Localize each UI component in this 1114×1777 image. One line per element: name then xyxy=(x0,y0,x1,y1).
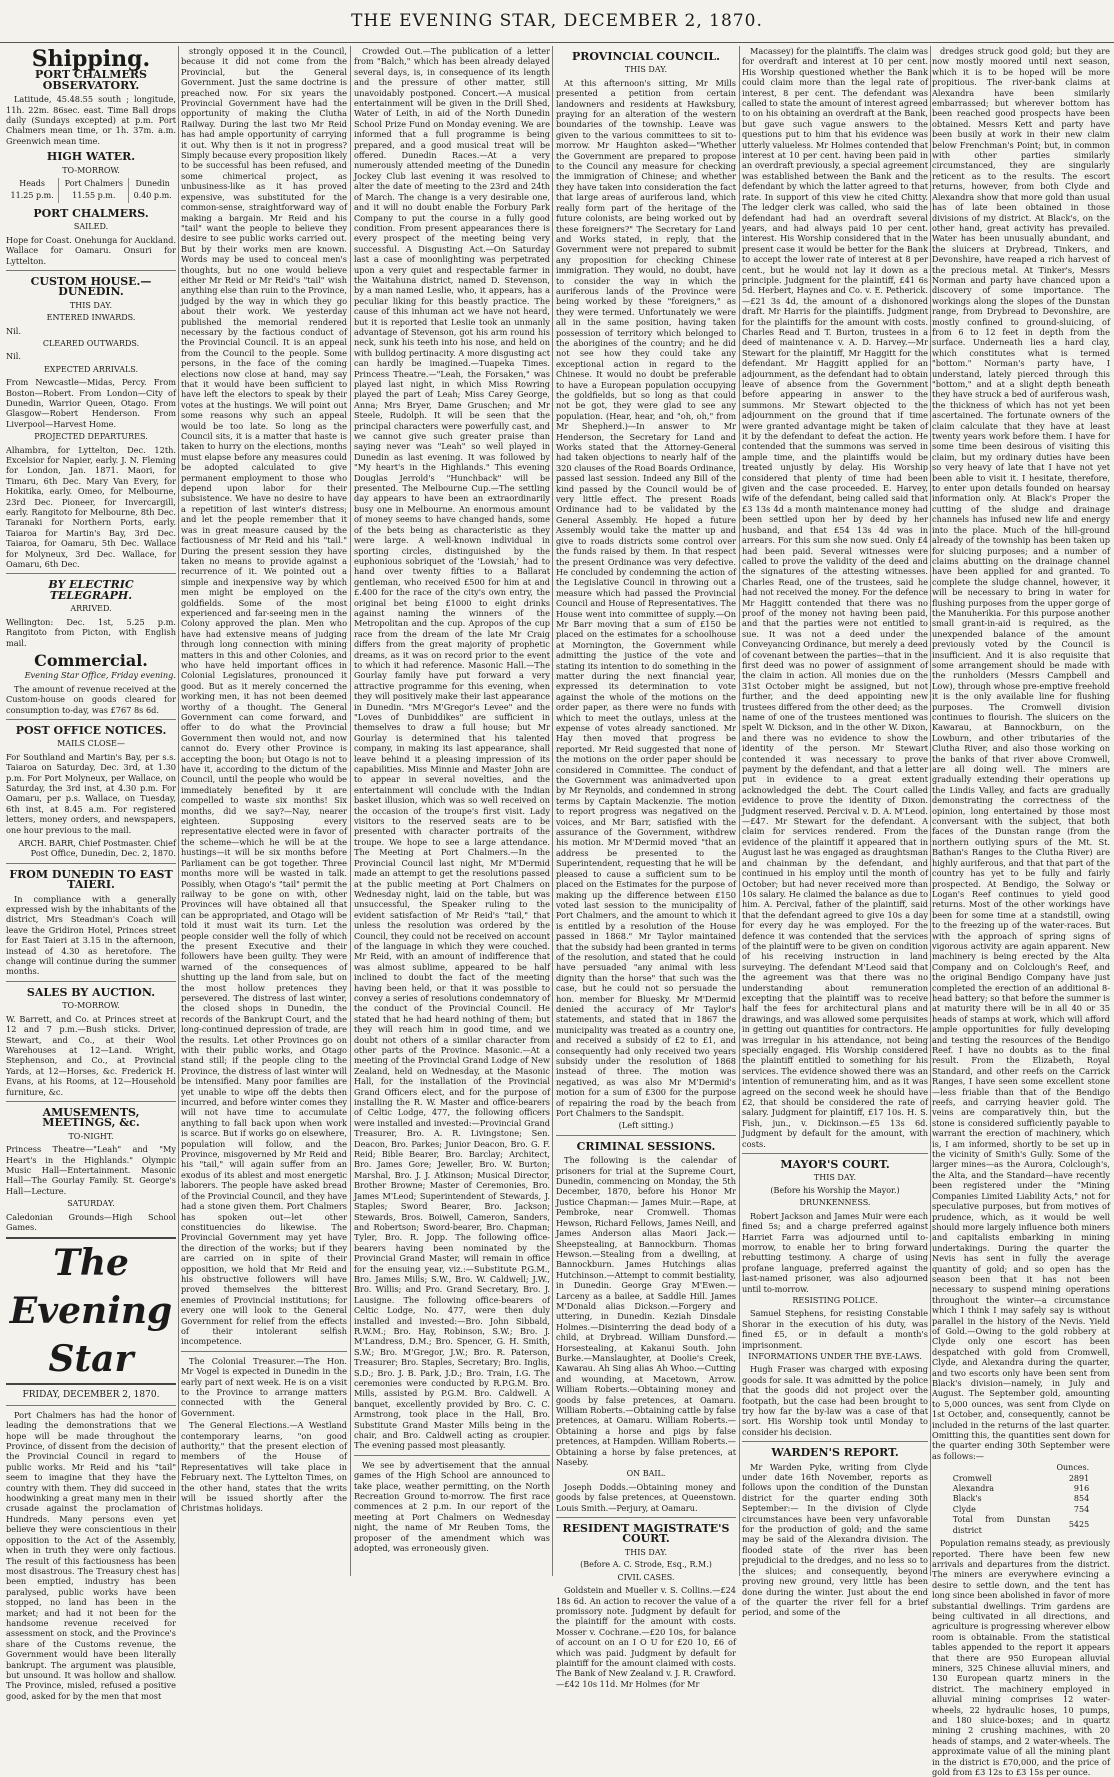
entered-nil: Nil. xyxy=(6,325,22,336)
column-3 xyxy=(354,46,550,1576)
tonight-label: TO-NIGHT. xyxy=(68,1131,114,1141)
tide-label: Port Chalmers xyxy=(59,178,129,190)
sailed-label: SAILED. xyxy=(73,222,109,232)
mayor-court-day: THIS DAY. xyxy=(813,1173,857,1183)
evening-star-title: The Evening Star xyxy=(6,1237,176,1385)
table-row xyxy=(950,1474,1092,1484)
taieri-text: In compliance with a generally expressed wish by the inhabitants of the district, Mrs Steadman's Coach will leave the Gridiron Hotel, Princes street for East Taieri at 3.15 in the afternoon, instead of 4.30 as heretofore. The change will continue during the summer months. xyxy=(6,893,176,977)
drunkenness-text: Robert Jackson and James Muir were each fined 5s; and a charge preferred against Harriet Farra was adjourned until to-morrow, to enable her to bring forward rebutting testimony. A charge of using profane language, preferred against the last-named prisoner, was also adjourned until to-morrow. xyxy=(742,1210,928,1294)
bail-text: Joseph Dodds.—Obtaining money and goods by false pretences, at Queenstown. Louis Smith.—Perjury, at Oamaru. xyxy=(556,1481,736,1513)
expected-text: From Newcastle—Midas, Percy. From Boston—Robert. From London—City of Dunedin, Warrior Queen, Otago. From Glasgow—Robert Henderson. From Liverpool—Harvest Home. xyxy=(6,377,176,429)
resisting-label: RESISTING POLICE. xyxy=(792,1295,878,1305)
projected-text: Alhambra, for Lyttelton, Dec. 12th. Excelsior for Napier, early. J. N. Fleming for London, Jan. 1871. Maori, for Timaru, 6th Dec. Mary Van Every, for Hokitika, early. Omeo, for Melbourne, 23rd Dec. Pioneer, for Invercargill, early. Rangitoto for Melbourne, 8th Dec. Taranaki for Northern Ports, early. Taiaroa for Martin's Bay, 3rd Dec. Taiaroa, for Oamaru, 5th Dec. Wallace for Molyneux, 3rd Dec. Wallace, for Oamaru, 6th Dec. xyxy=(6,444,176,570)
warden-continued: dredges struck good gold; but they are now mostly moored until next season, which it is to be hoped will be more propitious. The river-bank claims at Alexandra have been similarly embarrassed; but wherever bottom has been reached good prospects have been obtained. Messrs Kett and party have been busily at work in their new claim below Frenchman's Point; but, in common with other parties similarly circumstanced, they are singularly reticent as to the results. The escort returns, however, from both Clyde and Alexandra show that more gold than usual has of late been obtained in those divisions of my district. At Black's, on the other hand, great activity has prevailed. Water has been unusually abundant, and the sluicers at Drybread, Tinkers, and Devonshire, have reaped a rich harvest of the precious metal. At Tinker's, Messrs Norman and party have chanced upon a discovery of some importance. The workings along the slopes of the Dunstan range, from Drybread to Devonshire, are mostly confined to ground-sluicing, of from 6 to 12 feet in depth from the surface. Underneath lies a hard clay, which constitutes what is termed "bottom." Norman's party have, I understand, lately pierced through this "bottom," and at a slight depth beneath they have struck a bed of auriferous wash, the thickness of which has not yet been ascertained. The fortunate owners of the claim calculate that they have at least twenty years work before them. I have for some time been desirous of visiting this claim, but my ordinary duties have been so very heavy of late that I have not yet been able to visit it. I hesitate, therefore, to enter upon details founded on hearsay information only. At Black's Proper the cutting of the sludge and drainage channels has infused new life and energy into the place. Much of the hill-ground already of the township has been taken up for sluicing purposes; and a number of claims abutting on the drainage channel have been applied for and granted. To complete the sludge channel, however, it will be necessary to bring in water for flushing purposes from the upper gorge of the Manuherikia. For this purpose another small grant-in-aid is required, as the unexpended balance of the amount previously voted by the Council is insufficient. And it is also requisite that some arrangement should be made with the runholders (Messrs Campbell and Low), through whose pre-emptive freehold it is the only available line for flushing purposes. The Cromwell division continues to flourish. The sluicers on the Kawarau, at Bannockburn, on the Lowburn, and other tributaries of the Clutha River, and also those working on the banks of that river above Cromwell, are all doing well. The miners are gradually extending their operations up the Lindis Valley, and facts are gradually demonstrating the correctness of the opinion, long entertained by those most conversant with the subject, that both faces of the Dunstan range (from the northern outlying spurs of the Mt. St. Bathan's Ranges to the Clutha River) are highly auriferous, and that that part of the country has yet to be fully and fairly prospected. At Bendigo, the Solway or Logan's Reef continues to yield good returns. Most of the other workings have been for some time at a standstill, owing to the freezing up of the water-races. But with the approach of spring signs of vigorous activity are again apparent. New machinery is being erected by the Alta Company and on Colclough's Reef, and the original Bendigo Company have just completed the erection of an additional 8-head battery; so that before the summer is at maturity there will be in all 40 or 35 heads of stamps at work, which will afford ample opportunities for fully developing and testing the resources of the Bendigo Reef. I have no doubts as to the final result. From the Elizabeth, Royal Standard, and other reefs on the Carrick Ranges, I have seen some excellent stone—less friable than that of the Bendigo reefs, and carrying heavier gold. The veins are comparatively thin, but the stone is considered sufficiently payable to warrant the erection of machinery, which is, I am informed, shortly to be set up in the vicinity of Smith's Gully. Some of the larger mines—as the Aurora, Colclough's, the Alta, and the Standard—have recently been registered under the "Mining Companies Limited Liability Acts," not for speculative purposes, but from motives of prudence, which, as it would be well should more largely influence both miners and capitalists embarking in mining undertakings. During the quarter the Nevis has sent in fully the average quantity of gold; and so open has the season been that it has not been necessary to suspend mining operations throughout the winter—a circumstance which I think I may safely say is without parallel in the history of the Nevis. Yield of Gold.—Owing to the gold robbery at Clyde only one escort has been despatched with gold from Cromwell, Clyde, and Alexandra during the quarter, and two escorts only have been sent from Black's division—namely, in July and August. The September gold, amounting to 5,000 ounces, was sent from Clyde on 1st October, and, consequently, cannot be included in the returns of the last quarter. Omitting this, the quantities sent down for the quarter ending 30th September were as follows:— xyxy=(932,46,1110,1461)
gold-ounces: 854 xyxy=(1073,1494,1090,1504)
criminal-heading: CRIMINAL SESSIONS. xyxy=(576,1139,716,1153)
leader-continued: strongly opposed it in the Council, because it did not come from the Provincial, but the General Government. Just the same doctrine is preached now. For six years the Provincial Government have had the opportunity of making the Clutha Railway. During the last two Mr Reid has had ample opportunity of carrying it out. Why then is it not in progress? Simply because every proposition likely to be successful has been refused, and some chimerical project, as unbusiness-like as it has proved expensive, was substituted for the common-sense, straightforward way of making a bargain. Mr Reid and his "tail" want the people to believe they desire to see public works carried out. But by their works men are known. Words may be used to conceal men's thoughts, but no one would believe either Mr Reid or Mr Reid's "tail" wish anything else than ruin to the Province, judged by the way in which they go about their work. We yesterday published the memorial rendered necessary by the factious conduct of the Provincial Council. It is an appeal from the Council to the people. Some persons, in the face of the coming elections now close at hand, may say that it would have been sufficient to have left the electors to speak by their votes at the hustings. We will point out some reasons why such an appeal would be too late. So long as the Council sits, it is a matter that haste is taken to hurry on the elections, months must elapse before any measures could be adopted calculated to give permanent employment to those who depend upon labor for their subsistence. We have no desire to have a repetition of last winter's distress; and let the people remember that it was in great measure caused by the factiousness of Mr Reid and his "tail." During the present session they have taken no means to provide against a recurrence of it. We pointed out a simple and inexpensive way by which men might be employed on the goldfields. Some of the most experienced and far-seeing men in the Colony approved the plan. Men who have had extensive means of judging through long connection with mining matters in this and other Colonies, and who have held important offices in Colonial Legislatures, pronounced it good. But as it merely concerned the working men, it has not been deemed worthy of a thought. The General Government can come forward, and offer to do what the Provincial Government then would not, and now cannot do. Every other Province is accepting the boon; but Otago is not to have it, according to the dictum of the Council, until the people who would be immediately benefited by it are compelled to waste six months! Six months, did we say?—Nay, nearer eighteen. Supposing every representative elected were in favor of the scheme—which he will be at the hustings—it will be six months before Parliament can be got together. Three months more will be wasted in talk. Possibly, when Otago's "tail" permit the railway to be gone on with, other Provinces will have obtained all that can be appropriated, and Otago will be told it must wait its turn. Let the people consider well the folly of which the present Executive and their followers have been guilty. They were warned of the consequences of shutting up the land from sale, but on the most hollow pretences they persevered. The distress of last winter, the closed shops in Dunedin, the records of the Bankrupt Court, and the long-continued depression of trade, are the results. Let other Provinces go on with their public works, and Otago stand still; if the people cling to the Province, the distress of last winter will be intensified. Many poor families are yet unable to wipe off the debts then incurred, and before winter comes they will not have time to accumulate anything to fall back upon when work is scarce. But if works go on elsewhere, population will follow, and the Province, misgoverned by Mr Reid and his "tail," will again suffer from an exodus of its ablest and most energetic laborers. The people have asked bread of the Provincial Council, and they have had a stone given them. Port Chalmers has spoken out—let other constituencies do likewise. The Provincial Government may yet have the direction of the works; but if they are carried on in spite of their opposition, we hold that Mr Reid and his obstructive followers will have proved themselves the bitterest enemies of Provincial institutions; for every one will look to the General Government for relief from the effects of their intolerant selfish incompetence. xyxy=(181,46,347,1347)
elections-item: The General Elections.—A Westland contemporary learns, "on good authority," that the present election of members of the House of Representatives will take place in February next. The Lyttelton Times, on the other hand, states that the writs will be issued shortly after the Christmas holidays. xyxy=(181,1420,347,1514)
post-heading: POST OFFICE NOTICES. xyxy=(15,723,167,737)
taieri-heading: FROM DUNEDIN TO EAST TAIERI. xyxy=(9,867,173,892)
sales-tomorrow: TO-MORROW. xyxy=(62,1001,120,1011)
sales-heading: SALES BY AUCTION. xyxy=(26,985,156,999)
rm-court-before: (Before A. C. Strode, Esq., R.M.) xyxy=(580,1560,712,1570)
bylaws-text: Hugh Fraser was charged with exposing goods for sale. It was admitted by the police that the goods did not project over the footpath, but the case had been brought to try how far the by-law was a case of that sort. His Worship took until Monday to consider his decision. xyxy=(742,1364,928,1437)
arrived-text: Wellington: Dec. 1st, 5.25 p.m. Rangitoto from Picton, with English mail. xyxy=(6,616,176,648)
tide-label: Heads xyxy=(19,179,45,189)
council-text: At this afternoon's sitting, Mr Mills presented a petition from certain landowners and residents at Hawksbury, praying for an alteration of the western boundaries of the township. Leave was given to the various committees to sit to-morrow. Mr Haughton asked—"Whether the Government are prepared to propose to the Council any measure for checking the immigration of Chinese; and whether they have taken into consideration the fact that large areas of auriferous land, which really form part of the heritage of the future colonists, are being worked out by these foreigners?" The Secretary for Land and Works stated, in reply, that the Government were not prepared to submit any proposition for checking Chinese immigration. They would, no doubt, have to consider the way in which the auriferous lands of the Province were being worked by these "foreigners," as they were termed. Unfortunately we were all in the same position, having taken possession of territory which belonged to the aborigines of the country; and he did not see how they could take any exceptional action in regard to the Chinese. It would no doubt be preferable to have a European population occupying the goldfields, but so long as that could not be got, they were glad to see any population. (Hear, hear, and "oh, oh," from Mr Shepherd.)—In answer to Mr Henderson, the Secretary for Land and Works stated that the Attorney-General had taken objections to nearly half of the 320 clauses of the Road Boards Ordinance, passed last session. Indeed any Bill of the kind passed by the Council would be of very little effect. The present Roads Ordinance had to be validated by the General Assembly. He hoped a future Assembly would take the matter up and give to roads districts some control over the funds raised by them. In that respect the present Ordinance was very defective. He concluded by condemning the action of the Legislative Council in throwing out a measure which had passed the Provincial Council and House of Representatives. The House went into committee of supply.—On Mr Barr moving that a sum of £150 be placed on the estimates for a schoolhouse at Mornington, the Government while admitting the justice of the vote and stating its intention to do something in the matter during the next financial year, expressed its determination to vote against the whole of the motions on the order paper, as there were no funds with which to meet the outlays, unless at the expense of votes already sanctioned. Mr Hay then moved that progress be reported. Mr Reid suggested that none of the motions on the order paper should be considered in Committee. The conduct of the Government was animadverted upon by Mr Reynolds, and condemned in strong terms by Captain Mackenzie. The motion to report progress was negatived on the voices, and Mr Barr, satisfied with the assurance of the Government, withdrew his motion. Mr M'Dermid moved "that an address be presented to the Superintendent, requesting that he will be pleased to cause a sufficient sum to be placed on the Estimates for the purpose of making up the difference between £150 voted last session to the municipality of Port Chalmers, and the amount to which it is entitled by a resolution of the House passed in 1868." Mr Taylor maintained that the subsidy had been granted in terms of the resolution, and stated that he could have persuaded "any animal with less dignity than the horse" that such was the case, but he could not so persuade the hon. member for Bluesky. Mr M'Dermid denied the accuracy of Mr Taylor's statements, and stated that in 1867 the municipality was treated as a country one, and received a subsidy of £2 to £1, and consequently had only received two years subsidy under the resolution of 1868 instead of three. The motion was negatived, as was also Mr M'Dermid's motion for a sum of £300 for the purpose of repairing the road by the beach from Port Chalmers to the Sandspit. xyxy=(556,77,736,1119)
post-signature: ARCH. BARR, Chief Postmaster. Chief Post Office, Dunedin, Dec. 2, 1870. xyxy=(18,838,176,859)
gold-place: Clyde xyxy=(952,1504,976,1514)
mayor-court-before: (Before his Worship the Mayor.) xyxy=(770,1185,900,1195)
expected-heading: EXPECTED ARRIVALS. xyxy=(43,364,139,374)
warden-text: Mr Warden Pyke, writing from Clyde under date 16th November, reports as follows upon the condition of the Dunstan district for the quarter ending 30th September:— In the division of Clyde circumstances have been very unfavorable for the production of gold; and the same may be said of the Alexandra division. The flooded state of the river has been prejudicial to the dredges, and no less so to the sluices; and consequently, beyond proving new ground, very little has been done during the winter. Just about the end of the quarter the river fell for a brief period, and some of the xyxy=(742,1461,928,1618)
resisting-text: Samuel Stephens, for resisting Constable Shorar in the execution of his duty, was fined £5, or in default a month's imprisonment. xyxy=(742,1308,928,1350)
cleared-label: CLEARED OUTWARDS. xyxy=(42,338,140,348)
council-day: THIS DAY. xyxy=(624,65,668,75)
saturday-label: SATURDAY. xyxy=(67,1199,115,1209)
criminal-text: The following is the calendar of prisoners for trial at the Supreme Court, Dunedin, commencing on Monday, the 5th December, 1870, before his Honor Mr Justice Chapman:— James Muir.—Rape, at Pembroke, near Cromwell. Thomas Hewson, Richard Fellows, James Neill, and James Anderson alias Maori Jack.—Sheepstealing, at Bannockburn. Thomas Hewson.—Stealing from a dwelling, at Bannockburn. James Hutchings alias Hutchinson.—Attempt to commit bestiality, in Dunedin. George Gray M'Ewen.—Larceny as a bailee, at Saddle Hill. James M'Donald alias Dickson.—Forgery and uttering, in Dunedin. Keziah Dinsdale Holmes.—Disinterring the dead body of a child, at Drybread. William Dunsford.—Horsestealing, at Kakanui South. John Burke.—Manslaughter, at Doolie's Creek, Kawarau. Ah Sing alias Ah Whoo.—Cutting and wounding, at Macetown, Arrow. William Roberts.—Obtaining money and goods by false pretences, at Oamaru. William Roberts.—Obtaining cattle by false pretences, at Oamaru. William Roberts.—Obtaining a horse and pigs by false pretences, at Hampden. William Roberts.—Obtaining a horse by false pretences, at Naseby. xyxy=(556,1155,736,1468)
column-6 xyxy=(932,46,1110,1777)
gold-place: Cromwell xyxy=(952,1473,992,1483)
tide-time: 0.40 p.m. xyxy=(129,190,176,202)
telegraph-heading: BY ELECTRIC TELEGRAPH. xyxy=(48,578,134,602)
council-heading: PROVINCIAL COUNCIL. xyxy=(572,50,720,63)
dateline: FRIDAY, DECEMBER 2, 1870. xyxy=(22,1390,160,1401)
gold-total: 5425 xyxy=(1068,1520,1090,1530)
column-5 xyxy=(742,46,928,1618)
arrived-label: ARRIVED. xyxy=(70,604,112,614)
sailed-text: Hope for Coast. Onehunga for Auckland. Wallace for Oamaru. Onsuri for Lyttelton. xyxy=(6,234,176,266)
mayor-court-heading: MAYOR'S COURT. xyxy=(780,1158,890,1172)
post-text: For Southland and Martin's Bay, per s.s. Taiaroa on Saturday, Dec. 3rd, at 1.30 p.m. For Port Molyneux, per Wallace, on Saturday, the 3rd inst, at 4.30 p.m. For Oamaru, per p.s. Wallace, on Tuesday, 6th inst, at 8.45 a.m. For registered letters, money orders, and newspapers, one hour previous to the mail. xyxy=(6,751,176,835)
projected-heading: PROJECTED DEPARTURES. xyxy=(34,432,148,442)
commercial-heading: Commercial. xyxy=(34,650,148,670)
cleared-nil: Nil. xyxy=(6,351,22,362)
high-water-heading: HIGH WATER. xyxy=(46,150,136,164)
commercial-text: The amount of revenue received at the Custom-house on goods cleared for consumption to-day, was £767 8s 6d. xyxy=(6,683,176,715)
column-rule xyxy=(350,46,351,1576)
gold-ounces: 754 xyxy=(1073,1504,1090,1514)
local-news: Crowded Out.—The publication of a letter from "Balch," which has been already delayed several days, is, in consequence of its length and the pressure of other matter, still unavoidably postponed. Concert.—A musical entertainment will be given in the Drill Shed, Water of Leith, in aid of the North Dunedin School Prize Fund on Monday evening. We are informed that a full programme is being prepared, and a good musical treat will be offered. Dunedin Races.—At a very numerously attended meeting of the Dunedin Jockey Club last evening it was resolved to alter the date of meeting to the 23rd and 24th of March. The change is a very desirable one, and it will no doubt enable the Forbury Park Company to put the course in a fully good condition. From present appearances there is every prospect of the meeting being very successful. A Disgusting Act.—On Saturday last a case of moonlighting was perpetrated upon a very quiet and respectable farmer in the Waitahuna district, named D. Stevenson, by a man named Leslie, who, it appears, has a peculiar liking for this beastly practice. The cause of this inhuman act we have not heard, but it is reported that Leslie took an unmanly advantage of Stevenson, got his arm round his neck, sunk his teeth into his nose, and held on with bulldog pertinacity. A more disgusting act can hardly be imagined.—Tuapeka Times. Princess Theatre.—"Leah, the Forsaken," was played last night, in which Miss Rowring played the part of Leah; Miss Carey George, Anna; Mrs Bryer, Dame Gruschen; and Mr Steele, Rudolph. It will be seen that the principal characters were powerfully cast, and we cannot give such greater praise than saying never was "Leah" so well played in Dunedin as last evening. It was followed by "My heart's in the Highlands." This evening Douglas Jerrold's "Hunchback" will be presented. The Melbourne Cup.—The settling day appears to have been an extraordinarily busy one in Melbourne. An enormous amount of money seems to have changed hands, some of the bets being as characteristic as they were large. A well-known individual in sporting circles, distinguished by the euphonious sobriquet of the 'Lowsiah,' had to hand over twenty fifties to a Ballarat gentleman, who received £500 for him at and £.400 for the race of the city's own entry, the original bet being £1000 to eight drinks against naming the winners of the Metropolitan and the cup. Apropos of the cup race from the dream of the late Mr Craig differs from the great majority of prophetic dreams, as it was on record prior to the event to which it had reference. Masonic Hall.—The Gourlay family have put forward a very attractive programme for this evening, when they will positively make their last appearance in Dunedin. "Mrs M'Gregor's Levee" and the "Loves of Dunbiddikes" are sufficient in themselves to draw a full house; but Mr Gourlay is determined that his talented company, in making its last appearance, shall leave behind it a pleasing impression of its capabilities. Miss Minnie and Master John are to appear in several novelties, and the entertainment will conclude with the Indian basket illusion, which was so well received on the occasion of the troupe's first visit. Lady visitors to the reserved seats are to be presented with character portraits of the troupe. We hope to see a large attendance. The Meeting at Port Chalmers.—In the Provincial Council last night, Mr M'Dermid made an attempt to get the resolutions passed at the public meeting at Port Chalmers on Wednesday night, laid on the table, but was unsuccessful, the Speaker ruling to the evident satisfaction of Mr Reid's "tail," that unless the resolution was ordered by the Council, they could not be received on account of the language in which they were couched. Mr Reid, with an amount of indifference that was almost sublime, appeared to be half inclined to doubt the fact of the meeting having been held, or that it was possible to convey a series of resolutions condemnatory of the conduct of the Provincial Council. He stated that he had heard nothing of them; but they will reach him in good time, and we doubt not others of a similar character from other parts of the Province. Masonic.—At a meeting of the Provincial Grand Lodge of New Zealand, held on Wednesday, at the Masonic Hall, for the installation of the Provincial Grand Officers elect, and for the purpose of installing the R. W. Master and office-bearers of Celtic Lodge, 477, the following officers were installed and invested:—Provincial Grand Treasurer, Bro. A. R. Livingstone; Sen. Deacon, Bro. Parkes; Junior Deacon, Bro. G. F. Reid; Bible Bearer, Bro. Barclay; Architect, Bro. James Gore; Jeweller, Bro. W. Burton; Marshal, Bro. J. J. Atkinson; Musical Director, Brother Browne; Master of Ceremonies, Bro. James M'Leod; Superintendent of Stewards, J. Staples; Sword Bearer, Bro. Jackson; Stewards, Bros. Boiwell, Cameron, Sanders, and Robertson; Sword-bearer, Bro. Chapman; Tyler, Bro. R. Jopp. The following office-bearers having been nominated by the Provincial Grand Master, will remain in office for the ensuing year, viz.:—Substitute P.G.M., Bro. James Mills; S.W., Bro. W. Caldwell; J.W., Bro. Willis; and Pro. Grand Secretary, Bro. J. Lausigne. The following office-bearers of Celtic Lodge, No. 477, were then duly installed and invested:—Bro. John Sibbald, R.W.M.; Bro. Hay, Robinson, S.W.; Bro. J. M'Landress, D.M.; Bro. Spencer, G. H. Smith, S.W.; Bro. M'Gregor, J.W.; Bro. R. Paterson, Treasurer; Bro. Staples, Secretary; Bro. Inglis, S.D.; Bro. J. B. Park, J.D.; Bro. Train, I.G. The ceremonies were conducted by R.P.G.M. Bro. Mills, assisted by P.G.M. Bro. Caldwell. A banquet, excellently provided by Bro. C. C. Armstrong, took place in the Hall, Bro. Substitute Grand Master Mills being in the chair, and Bro. Caldwell acting as croupier. The evening passed most pleasantly. xyxy=(354,46,550,1451)
port-heading: PORT CHALMERS. xyxy=(33,206,149,220)
observatory-heading: PORT CHALMERS OBSERVATORY. xyxy=(35,68,147,92)
column-rule xyxy=(930,46,931,1576)
tide-label: Dunedin xyxy=(129,178,176,190)
column-rule xyxy=(178,46,179,1576)
gold-total-label: Total from Dunstan district xyxy=(952,1515,1051,1535)
table-row xyxy=(950,1484,1092,1494)
left-sitting: (Left sitting.) xyxy=(618,1120,674,1131)
mails-close-label: MAILS CLOSE— xyxy=(57,739,125,749)
warden-heading: WARDEN'S REPORT. xyxy=(771,1446,899,1460)
bylaws-label: INFORMATIONS UNDER THE BYE-LAWS. xyxy=(748,1351,922,1361)
leader-text: Port Chalmers has had the honor of leading the demonstrations that we hope will be made throughout the Province, of dissent from the decision of the Provincial Council in regard to public works. Mr Reid and his "tail" seem to imagine that they have the country with them. They did succeed in hoodwinking a great many men in their crusade against the proclamation of Hundreds. Many persons even yet believe they were conscientious in their opposition to the Act of the Assembly, when in truth they were only factious. The result of this factiousness has been most disastrous. The Treasury chest has been emptied, industry has been paralysed, public works have been stopped, no land has been in the market; and had it not been for the handsome revenue received for assessment on stock, and the Province's share of the Customs revenue, the Government would have been literally bankrupt. The argument was plausible, but unsound. It was hollow and shallow. The Province, misled, refused a positive good, asked for by the men that most xyxy=(6,1409,176,1701)
tide-time: 11.55 p.m. xyxy=(59,190,129,202)
table-row xyxy=(950,1515,1092,1536)
tomorrow-label: TO-MORROW. xyxy=(62,165,120,175)
tide-time: 11.25 p.m. xyxy=(10,191,54,201)
sales-text: W. Barrett, and Co. at Princes street at 12 and 7 p.m.—Bush sticks. Driver, Stewart, and Co., at their Wool Warehouses at 12—Land. Wright, Stephenson, and Co., at Provincial Yards, at 12—Horses, &c. Frederick H. Evans, at his Rooms, at 12—Household furniture, &c. xyxy=(6,1013,176,1097)
customs-heading: CUSTOM HOUSE.—DUNEDIN. xyxy=(30,274,152,299)
treasurer-item: The Colonial Treasurer.—The Hon. Mr Vogel is expected in Dunedin in the early part of next week. He is on a visit to the Province to arrange matters connected with the General Government. xyxy=(181,1355,347,1418)
table-row xyxy=(950,1505,1092,1515)
gold-place: Alexandra xyxy=(952,1484,995,1494)
column-1 xyxy=(6,46,176,1701)
gold-place: Black's xyxy=(952,1494,982,1504)
shipping-heading: Shipping. xyxy=(31,46,151,72)
civil-cases-label: CIVIL CASES. xyxy=(617,1572,675,1582)
column-2 xyxy=(181,46,347,1576)
warden-conclusion: Population remains steady, as previously reported. There have been few new arrivals and departures from the district. The miners are everywhere evincing a desire to settle down, and the tent has long since been abolished in favor of more substantial dwellings. Trim gardens are being cultivated in all directions, and agriculture is progressing wherever elbow room is obtainable. From the statistical tables appended to the report it appears that there are 950 European alluvial miners, 325 Chinese alluvial miners, and 130 European quartz miners in the district. The machinery employed in alluvial mining comprises 12 water-wheels, 22 hydraulic hoses, 10 pumps, and 180 sluice-boxes; and in quartz mining 2 crushing machines, with 20 heads of stamps, and 2 water-wheels. The approximate value of all the mining plant in the district is £70,000, and the price of gold from £3 12s to £3 15s per ounce. xyxy=(932,1538,1110,1777)
observatory-text: Latitude, 45.48.55 south ; longitude, 11h. 22m. 86sec. east. Time Ball drops daily (Sundays excepted) at p.m. Port Chalmers mean time, or 1h. 37m. a.m. Greenwich mean time. xyxy=(6,94,176,146)
court-continued: Macassey) for the plaintiffs. The claim was for overdraft and interest at 10 per cent. His Worship questioned whether the Bank could claim more than the legal rate of interest, 8 per cent. The defendant was called to state the amount of interest agreed to on his obtaining an overdraft at the Bank, but gave such vague answers to the questions put to him that his evidence was utterly valueless. Mr Holmes contended that interest at 10 per cent. having been paid in an overdraft previously, a special agreement was established between the Bank and the defendant by which the latter agreed to that rate. In support of this view he cited Chitty. The ledger clerk was called, who said the defendant had had an overdraft several years, and had always paid 10 per cent. interest. His Worship considered that in the present case it would be better for the Bank to accept the lower rate of interest at 8 per cent., but he would not lay it down as a principle. Judgment for the plaintiff, £41 6s 5d. Herbert, Haynes and Co. v. E. Petherick.—£21 3s 4d, the amount of a dishonored draft. Mr Harris for the plaintiffs. Judgment for the plaintiffs for the amount with costs. Charles Read and T. Burton, trustees in a deed of maintenance v. A. D. Harvey.—Mr Stewart for the plaintiff, Mr Haggitt for the defendant. Mr Haggitt applied for an adjournment, as the defendant had to obtain leave of absence from the Government before appearing in answer to the summons. Mr Stewart objected to the adjournment on the ground that if time were granted advantage might be taken of it by the defendant to defeat the action. He contended that the summons was served in ample time, and the plaintiffs would be treated unjustly by delay. His Worship considered that plenty of time had been given and the case proceeded. E. Harvey, wife of the defendant, being called said that £3 13s 4d a month maintenance money had been settled upon her by deed by her husband, and that £54 13s 4d was in arrears. For this sum she now sued. Only £4 had been paid. Several witnesses were called to prove the validity of the deed and the signatures of the attesting witnesses. Charles Read, one of the trustees, said he had not received the money. For the defence Mr Haggitt contended that there was no proof of the money not having been paid, and that the parties were not entitled to sue. It was not a deed under the Conveyancing Ordinance, but merely a deed of covenant between the parties—that in the first deed was no power of assignment of the claim in action. All monies due on the 31st October might be assigned, but not further, and the deed appointing new trustees differed from the other deed; as the name of one of the trustees mentioned was spelt W. Dickson, and in the other W. Dixon, and there was no evidence to show the identity of the person. Mr Stewart contended it was necessary to prove payment by the defendant, and that a letter put in evidence to a great extent acknowledged the debt. The Court called evidence to prove the identity of Dixon. Judgment reserved. Percival v. D. A. M'Leod.—£47. Mr Stewart for the defendant. A claim for services rendered. From the evidence of the plaintiff it appeared that in August last he was engaged as draughtsman and chainman by the defendant, and continued in his employ until the month of October; but had never received more than 10s salary. He claimed the balance as due to him. A. Percival, father of the plaintiff, said that the defendant agreed to give 10s a day for every day he was employed. For the defence it was contended that the services of the plaintiff were to be given on condition of his receiving instruction in land surveying. The defendant M'Leod said that the agreement was that there was no understanding about remuneration excepting that the plaintiff was to receive half the fees for architectural plans and drawings, and was allowed some perquisites in getting out quantities for contractors. He was irregular in his attendance, not being specially engaged. His Worship considered the plaintiff entitled to something for his services. The evidence showed there was an intention of remunerating him, and as it was agreed on the second week he should have £2, that should be considered the rate of salary. Judgment for plaintiff, £17 10s. H. S. Fish, jun., v. Dickinson.—£5 13s 6d. Judgment by default for the amount, with costs. xyxy=(742,46,928,1149)
table-row xyxy=(950,1494,1092,1504)
gold-table xyxy=(950,1463,1092,1536)
rm-court-day: THIS DAY. xyxy=(624,1547,668,1557)
column-4 xyxy=(556,46,736,1689)
masthead: THE EVENING STAR, DECEMBER 2, 1870. xyxy=(0,0,1114,43)
column-rule xyxy=(552,46,553,1576)
ounces-label: Ounces. xyxy=(1056,1463,1090,1473)
amusements-heading: AMUSEMENTS, MEETINGS, &c. xyxy=(42,1105,140,1130)
customs-day: THIS DAY. xyxy=(69,300,113,310)
column-rule xyxy=(739,46,740,1576)
rm-court-text: Goldstein and Mueller v. S. Collins.—£24 18s 6d. An action to recover the value of a promissory note. Judgment by default for the plaintiff for the amount with costs. Mosser v. Cochrane.—£20 10s, for balance of account on an I O U for £20 10, £6 of which was paid. Judgment by default for plaintiff for the amount claimed with costs. The Bank of New Zealand v. J. R. Crawford.—£42 10s 11d. Mr Holmes (for Mr xyxy=(556,1585,736,1689)
saturday-text: Caledonian Grounds—High School Games. xyxy=(6,1211,176,1232)
on-bail-label: ON BAIL. xyxy=(626,1469,666,1479)
gold-ounces: 2891 xyxy=(1068,1473,1090,1483)
amusements-text: Princess Theatre—"Leah" and "My Heart's in the Highlands." Olympic Music Hall—Entertainment. Masonic Hall—The Gourlay Family. St. George's Hall—Lecture. xyxy=(6,1144,176,1196)
drunkenness-label: DRUNKENNESS. xyxy=(799,1198,871,1208)
gold-ounces: 916 xyxy=(1073,1484,1090,1494)
entered-label: ENTERED INWARDS. xyxy=(46,313,136,323)
rm-court-heading: RESIDENT MAGISTRATE'S COURT. xyxy=(562,1522,730,1546)
tide-table xyxy=(6,178,176,203)
local-news-foot: We see by advertisement that the annual games of the High School are announced to take place, weather permitting, on the North Recreation Ground to-morrow. The first race commences at 2 p.m. In our report of the meeting at Port Chalmers on Wednesday night, the name of Mr Reuben Toms, the proposer of the amendment which was adopted, was erroneously given. xyxy=(354,1459,550,1554)
commercial-office: Evening Star Office, Friday evening. xyxy=(24,670,176,681)
